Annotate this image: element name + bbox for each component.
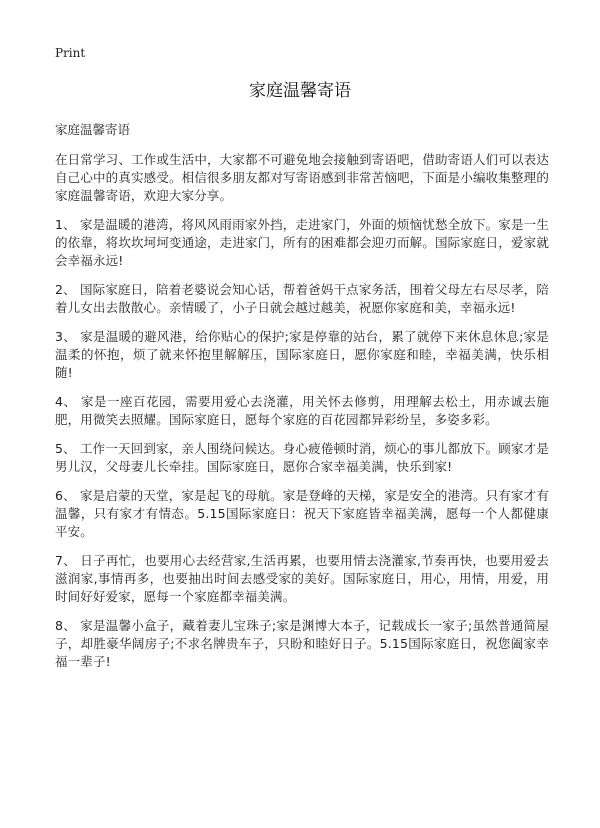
document-title: 家庭温馨寄语: [249, 81, 351, 101]
print-link[interactable]: Print: [55, 46, 86, 60]
document-body: [55, 121, 549, 682]
list-item: 6、 家是启蒙的天堂，家是起飞的母航。家是登峰的天梯，家是安全的港湾。只有家才有温馨，只有家才有情态。5.15国际家庭日：祝天下家庭皆幸福美满，愿每一个人都健康平安。: [55, 488, 549, 539]
intro-paragraph: 在日常学习、工作或生活中，大家都不可避免地会接触到寄语吧，借助寄语人们可以表达自己心中的真实感受。相信很多朋友都对写寄语感到非常苦恼吧，下面是小编收集整理的家庭温馨寄语，欢迎大家分享。: [55, 152, 549, 203]
list-item: 2、 国际家庭日，陪着老婆说会知心话，帮着爸妈干点家务活，围着父母左右尽尽孝，陪着儿女出去散散心。亲情暖了，小子日就会越过越美，祝愿你家庭和美，幸福永远!: [55, 282, 549, 315]
list-item: 7、 日子再忙，也要用心去经营家,生活再累，也要用情去浇灌家,节奏再快，也要用爱去滋润家,事情再多，也要抽出时间去感受家的美好。国际家庭日，用心，用情，用爱，用时间好好爱家，愿每一个家庭都幸福美满。: [55, 553, 549, 604]
document-subtitle: 家庭温馨寄语: [55, 122, 131, 137]
list-item: 5、 工作一天回到家，亲人围绕问候达。身心疲倦顿时消，烦心的事儿都放下。顾家才是男儿汉，父母妻儿长牵挂。国际家庭日，愿你合家幸福美满，快乐到家!: [55, 441, 549, 474]
list-item: 1、 家是温暖的港湾，将风风雨雨家外挡，走进家门，外面的烦恼忧愁全放下。家是一生的依靠，将坎坎坷坷变通途，走进家门，所有的困难都会迎刃而解。国际家庭日，爱家就会幸福永远!: [55, 217, 549, 268]
list-item: 8、 家是温馨小盒子，藏着妻儿宝珠子;家是渊博大本子，记载成长一家子;虽然普通简屋子，却胜豪华阔房子;不求名牌贵车子，只盼和睦好日子。5.15国际家庭日，祝您阖家幸福一辈子!: [55, 618, 549, 669]
list-item: 4、 家是一座百花园，需要用爱心去浇灌，用关怀去修剪，用理解去松土，用赤诚去施肥，用微笑去照耀。国际家庭日，愿每个家庭的百花园都异彩纷呈，多姿多彩。: [55, 394, 549, 427]
list-item: 3、 家是温暖的避风港，给你贴心的保护;家是停靠的站台，累了就停下来休息休息;家是温柔的怀抱，烦了就来怀抱里解解压，国际家庭日，愿你家庭和睦，幸福美满，快乐相随!: [55, 329, 549, 380]
